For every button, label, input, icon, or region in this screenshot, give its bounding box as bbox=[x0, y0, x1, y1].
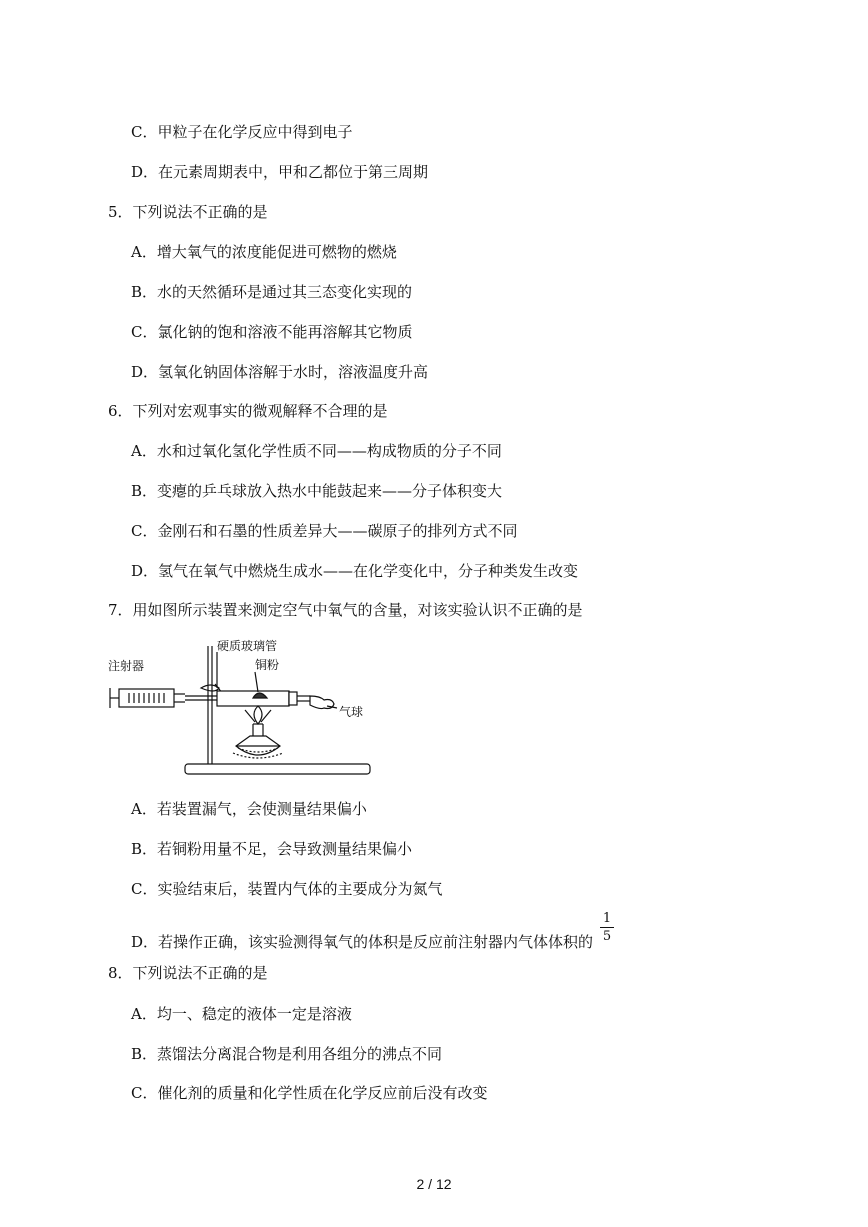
answer-option: C．催化剂的质量和化学性质在化学反应前后没有改变 bbox=[131, 1084, 488, 1102]
answer-option: D．若操作正确，该实验测得氧气的体积是反应前注射器内气体体积的 bbox=[131, 933, 594, 951]
fraction-numerator: 1 bbox=[602, 911, 612, 926]
label-copper-powder: 铜粉 bbox=[255, 658, 280, 672]
question-stem: 5．下列说法不正确的是 bbox=[108, 203, 268, 221]
fraction-denominator: 5 bbox=[602, 929, 612, 944]
fraction-bar bbox=[600, 927, 614, 928]
answer-option: A．若装置漏气，会使测量结果偏小 bbox=[131, 800, 367, 818]
question-stem: 6．下列对宏观事实的微观解释不合理的是 bbox=[108, 402, 388, 420]
page-number: 2 / 12 bbox=[416, 1176, 452, 1192]
answer-option: D．在元素周期表中，甲和乙都位于第三周期 bbox=[131, 163, 429, 181]
answer-option: C．氯化钠的饱和溶液不能再溶解其它物质 bbox=[131, 323, 413, 341]
question-stem: 8．下列说法不正确的是 bbox=[108, 964, 268, 982]
alcohol-lamp bbox=[233, 706, 283, 758]
answer-option: A．增大氧气的浓度能促进可燃物的燃烧 bbox=[131, 243, 397, 261]
label-syringe: 注射器 bbox=[108, 659, 145, 673]
answer-option: A．水和过氧化氢化学性质不同——构成物质的分子不同 bbox=[131, 442, 502, 460]
answer-option: C．实验结束后，装置内气体的主要成分为氮气 bbox=[131, 880, 443, 898]
answer-option: D．氢氧化钠固体溶解于水时，溶液温度升高 bbox=[131, 363, 429, 381]
label-glass-tube: 硬质玻璃管 bbox=[217, 639, 278, 653]
stand-base bbox=[185, 764, 370, 774]
answer-option: A．均一、稳定的液体一定是溶液 bbox=[131, 1005, 352, 1023]
question-stem: 7．用如图所示装置来测定空气中氧气的含量，对该实验认识不正确的是 bbox=[108, 601, 583, 619]
label-balloon: 气球 bbox=[339, 705, 364, 719]
fraction-one-fifth bbox=[600, 911, 614, 944]
answer-option: B．变瘪的乒乓球放入热水中能鼓起来——分子体积变大 bbox=[131, 482, 503, 500]
answer-option: C．金刚石和石墨的性质差异大——碳原子的排列方式不同 bbox=[131, 522, 518, 540]
answer-option: C．甲粒子在化学反应中得到电子 bbox=[131, 123, 353, 141]
apparatus-figure bbox=[105, 636, 380, 781]
answer-option: B．蒸馏法分离混合物是利用各组分的沸点不同 bbox=[131, 1045, 443, 1063]
answer-option: B．水的天然循环是通过其三态变化实现的 bbox=[131, 283, 413, 301]
syringe-shape bbox=[110, 688, 185, 708]
answer-option: B．若铜粉用量不足，会导致测量结果偏小 bbox=[131, 840, 413, 858]
answer-option: D．氢气在氧气中燃烧生成水——在化学变化中，分子种类发生改变 bbox=[131, 562, 579, 580]
